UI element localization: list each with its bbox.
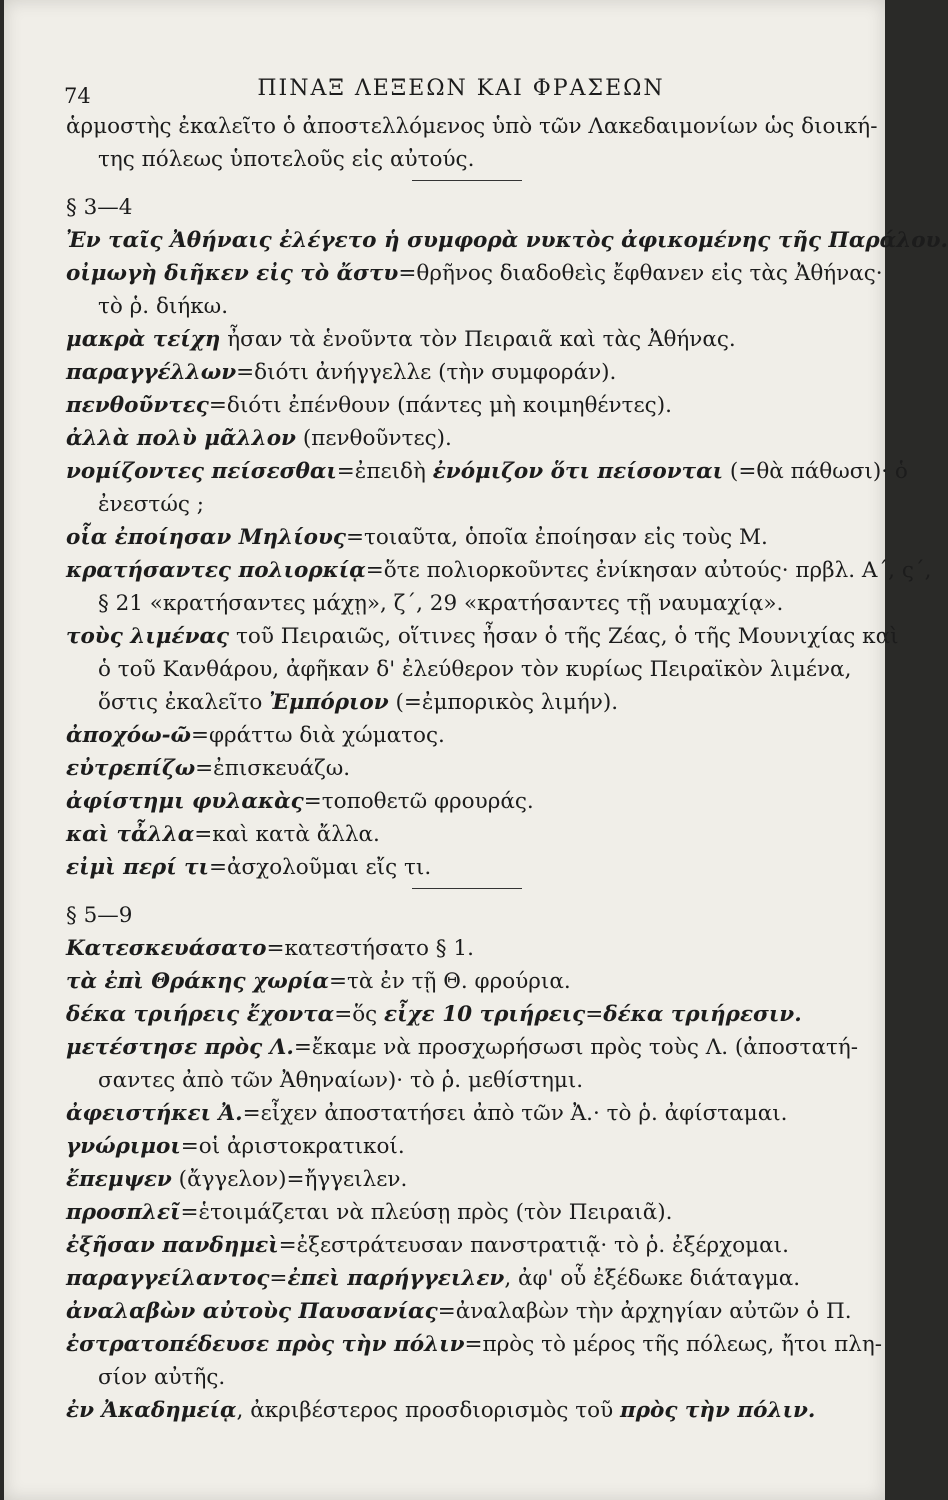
- glossary-entry-line: [66, 110, 878, 143]
- definition-text: τὸ ῥ. διήκω.: [98, 294, 229, 319]
- headword: πρὸς τὴν πόλιν.: [619, 1398, 816, 1423]
- entry-continuation-line: [66, 290, 856, 323]
- glossary-entry-line: [66, 965, 856, 998]
- page-content: [64, 70, 948, 1427]
- headword: ἀφειστήκει Ἀ.: [66, 1101, 243, 1126]
- definition-text: =ἐπισκευάζω.: [195, 756, 351, 781]
- definition-text: =ἀναλαβὼν τὴν ἀρχηγίαν αὐτῶν ὁ Π.: [437, 1299, 852, 1324]
- definition-text: ἁρμοστὴς ἐκαλεῖτο ὁ ἀποστελλόμενος ὑπὸ τῶν Λακεδαιμονίων ὡς διοική-: [66, 114, 878, 139]
- glossary-entry-line: [66, 323, 856, 356]
- glossary-entry-line: [66, 389, 856, 422]
- headword: ἐνόμιζον ὅτι πείσονται: [432, 459, 724, 484]
- headword: ἀφίστημι φυλακὰς: [66, 789, 304, 814]
- page-header: [66, 70, 856, 110]
- glossary-entry-line: [66, 521, 856, 554]
- glossary-entry-line: [66, 851, 856, 884]
- definition-text: § 21 «κρατήσαντες μάχῃ», ζ΄, 29 «κρατήσαντες τῇ ναυμαχίᾳ».: [98, 591, 784, 616]
- glossary-entry-line: [66, 785, 856, 818]
- headword: μετέστησε πρὸς Λ.: [66, 1035, 294, 1060]
- definition-text: ἐνεστώς ;: [98, 492, 204, 517]
- entry-continuation-line: [66, 686, 856, 719]
- headword: εὐτρεπίζω: [66, 756, 196, 781]
- definition-text: ἦσαν τὰ ἑνοῦντα τὸν Πειραιᾶ καὶ τὰς Ἀθήνας.: [220, 327, 736, 352]
- headword: εἶχε 10 τριήρεις: [384, 1002, 586, 1027]
- headword: οἷα ἐποίησαν Μηλίους: [66, 525, 347, 550]
- running-title: ΠΙΝΑΞ ΛΕΞΕΩΝ ΚΑΙ ΦΡΑΣΕΩΝ: [257, 76, 665, 101]
- definition-text: =: [585, 1002, 604, 1027]
- glossary-entry-line: [66, 1097, 856, 1130]
- entry-continuation-line: [66, 587, 856, 620]
- section-divider: [412, 888, 522, 889]
- headword: νομίζοντες πείσεσθαι: [66, 459, 337, 484]
- headword: μακρὰ τείχη: [66, 327, 221, 352]
- headword: πενθοῦντες: [66, 393, 209, 418]
- glossary-entry-line: [66, 1163, 856, 1196]
- glossary-entry-line: [66, 1295, 856, 1328]
- glossary-entry-line: [66, 422, 856, 455]
- headword: εἰμὶ περί τι: [66, 855, 209, 880]
- definition-text: =ἑτοιμάζεται νὰ πλεύσῃ πρὸς (τὸν Πειραιᾶ).: [180, 1200, 673, 1225]
- definition-text: ὅστις ἐκαλεῖτο: [98, 690, 270, 715]
- definition-text: =διότι ἐπένθουν (πάντες μὴ κοιμηθέντες).: [208, 393, 672, 418]
- definition-text: (=ἐμπορικὸς λιμήν).: [388, 690, 619, 715]
- glossary-entry-line: [66, 554, 932, 587]
- glossary-entry-line: [66, 356, 856, 389]
- definition-text: =καὶ κατὰ ἄλλα.: [194, 822, 380, 847]
- definition-text: σαντες ἀπὸ τῶν Ἀθηναίων)· τὸ ῥ. μεθίστημι.: [98, 1068, 584, 1093]
- definition-text: =πρὸς τὸ μέρος τῆς πόλεως, ἤτοι πλη-: [464, 1332, 882, 1357]
- headword: παραγγείλαντος: [66, 1266, 270, 1291]
- definition-text: =: [269, 1266, 288, 1291]
- headword: οἰμωγὴ διῆκεν εἰς τὸ ἄστυ: [66, 261, 399, 286]
- scanned-page: [4, 0, 948, 1500]
- headword: δέκα τριήρεσιν.: [603, 1002, 802, 1027]
- headword: Κατεσκευάσατο: [66, 936, 267, 961]
- definition-text: =ὅς: [334, 1002, 385, 1027]
- headword: Ἐμπόριον: [269, 690, 389, 715]
- section-heading: § 3—4: [66, 195, 133, 220]
- glossary-entry-line: [66, 719, 856, 752]
- definition-text: =διότι ἀνήγγελλε (τὴν συμφοράν).: [236, 360, 617, 385]
- section-entries: [66, 932, 882, 1427]
- entry-continuation-line: [66, 653, 856, 686]
- definition-text: =τὰ ἐν τῇ Θ. φρούρια.: [328, 969, 571, 994]
- headword: τοὺς λιμένας: [66, 624, 230, 649]
- headword: ἐν Ἀκαδημείᾳ: [66, 1398, 237, 1423]
- headword: ἔπεμψεν: [66, 1167, 172, 1192]
- headword: δέκα τριήρεις ἔχοντα: [66, 1002, 335, 1027]
- definition-text: (=θὰ πάθωσι)· ὁ: [723, 459, 908, 484]
- definition-text: της πόλεως ὑποτελοῦς εἰς αὐτούς.: [98, 147, 475, 172]
- definition-text: (πενθοῦντες).: [295, 426, 452, 451]
- definition-text: , ἀφ' οὗ ἐξέδωκε διάταγμα.: [504, 1266, 801, 1291]
- glossary-entry-line: [66, 752, 856, 785]
- glossary-entry-line: [66, 1130, 856, 1163]
- definition-text: τοῦ Πειραιῶς, οἵτινες ἦσαν ὁ τῆς Ζέας, ὁ τῆς Μουνιχίας καὶ: [229, 624, 899, 649]
- entry-continuation-line: [66, 1064, 856, 1097]
- glossary-entry-line: [66, 818, 856, 851]
- section-heading: § 5—9: [66, 903, 133, 928]
- definition-text: =τοιαῦτα, ὁποῖα ἐποίησαν εἰς τοὺς Μ.: [346, 525, 768, 550]
- glossary-entry-line: [66, 998, 856, 1031]
- page-number: 74: [64, 84, 91, 108]
- headword: Ἐν ταῖς Ἀθήναις ἐλέγετο ἡ συμφορὰ νυκτὸς ἀφικομένης τῆς Παράλου.: [66, 228, 948, 253]
- definition-text: ὁ τοῦ Κανθάρου, ἀφῆκαν δ' ἐλεύθερον τὸν κυρίως Πειραϊκὸν λιμένα,: [98, 657, 852, 682]
- definition-text: =ἔκαμε νὰ προσχωρήσωσι πρὸς τοὺς Λ. (ἀποστατή-: [293, 1035, 859, 1060]
- definition-text: , ἀκριβέστερος προσδιορισμὸς τοῦ: [236, 1398, 620, 1423]
- definition-text: =τοποθετῶ φρουράς.: [303, 789, 534, 814]
- section-entries: [66, 224, 948, 884]
- section-divider: [412, 180, 522, 181]
- glossary-entry-line: [66, 224, 948, 257]
- intro-entry-block: [66, 110, 878, 176]
- definition-text: =οἱ ἀριστοκρατικοί.: [180, 1134, 405, 1159]
- entry-continuation-line: [66, 488, 856, 521]
- headword: ἐξῆσαν πανδημεὶ: [66, 1233, 279, 1258]
- definition-text: (ἄγγελον)=ἤγγειλεν.: [171, 1167, 408, 1192]
- glossary-entry-line: [66, 1031, 859, 1064]
- glossary-entry-line: [66, 1394, 856, 1427]
- glossary-entry-line: [66, 1196, 856, 1229]
- headword: κρατήσαντες πολιορκίᾳ: [66, 558, 366, 583]
- definition-text: =ἐξεστράτευσαν πανστρατιᾷ· τὸ ῥ. ἐξέρχομαι.: [278, 1233, 789, 1258]
- headword: ἀποχόω-ῶ: [66, 723, 191, 748]
- definition-text: =ἀσχολοῦμαι εἴς τι.: [208, 855, 432, 880]
- headword: παραγγέλλων: [66, 360, 237, 385]
- definition-text: =φράττω διὰ χώματος.: [190, 723, 445, 748]
- glossary-entry-line: [66, 620, 899, 653]
- glossary-entry-line: [66, 932, 856, 965]
- headword: τὰ ἐπὶ Θράκης χωρία: [66, 969, 329, 994]
- entry-continuation-line: [66, 1361, 856, 1394]
- definition-text: =κατεστήσατο § 1.: [266, 936, 474, 961]
- entry-continuation-line: [66, 143, 856, 176]
- glossary-entry-line: [66, 455, 908, 488]
- headword: ἐστρατοπέδευσε πρὸς τὴν πόλιν: [66, 1332, 465, 1357]
- headword: καὶ τἆλλα: [66, 822, 195, 847]
- definition-text: =ὅτε πολιορκοῦντες ἐνίκησαν αὐτούς· πρβλ. Α΄, ς΄,: [365, 558, 932, 583]
- definition-text: =εἶχεν ἀποστατήσει ἀπὸ τῶν Ἀ.· τὸ ῥ. ἀφίσταμαι.: [242, 1101, 788, 1126]
- definition-text: =θρῆνος διαδοθεὶς ἔφθανεν εἰς τὰς Ἀθήνας·: [398, 261, 883, 286]
- headword: ἀλλὰ πολὺ μᾶλλον: [66, 426, 296, 451]
- headword: ἐπεὶ παρήγγειλεν: [287, 1266, 505, 1291]
- glossary-entry-line: [66, 1229, 856, 1262]
- glossary-entry-line: [66, 1262, 856, 1295]
- glossary-entry-line: [66, 257, 883, 290]
- definition-text: =ἐπειδὴ: [336, 459, 433, 484]
- glossary-entry-line: [66, 1328, 882, 1361]
- headword: γνώριμοι: [66, 1134, 181, 1159]
- headword: προσπλεῖ: [66, 1200, 181, 1225]
- definition-text: σίον αὐτῆς.: [98, 1365, 226, 1390]
- headword: ἀναλαβὼν αὐτοὺς Παυσανίας: [66, 1299, 438, 1324]
